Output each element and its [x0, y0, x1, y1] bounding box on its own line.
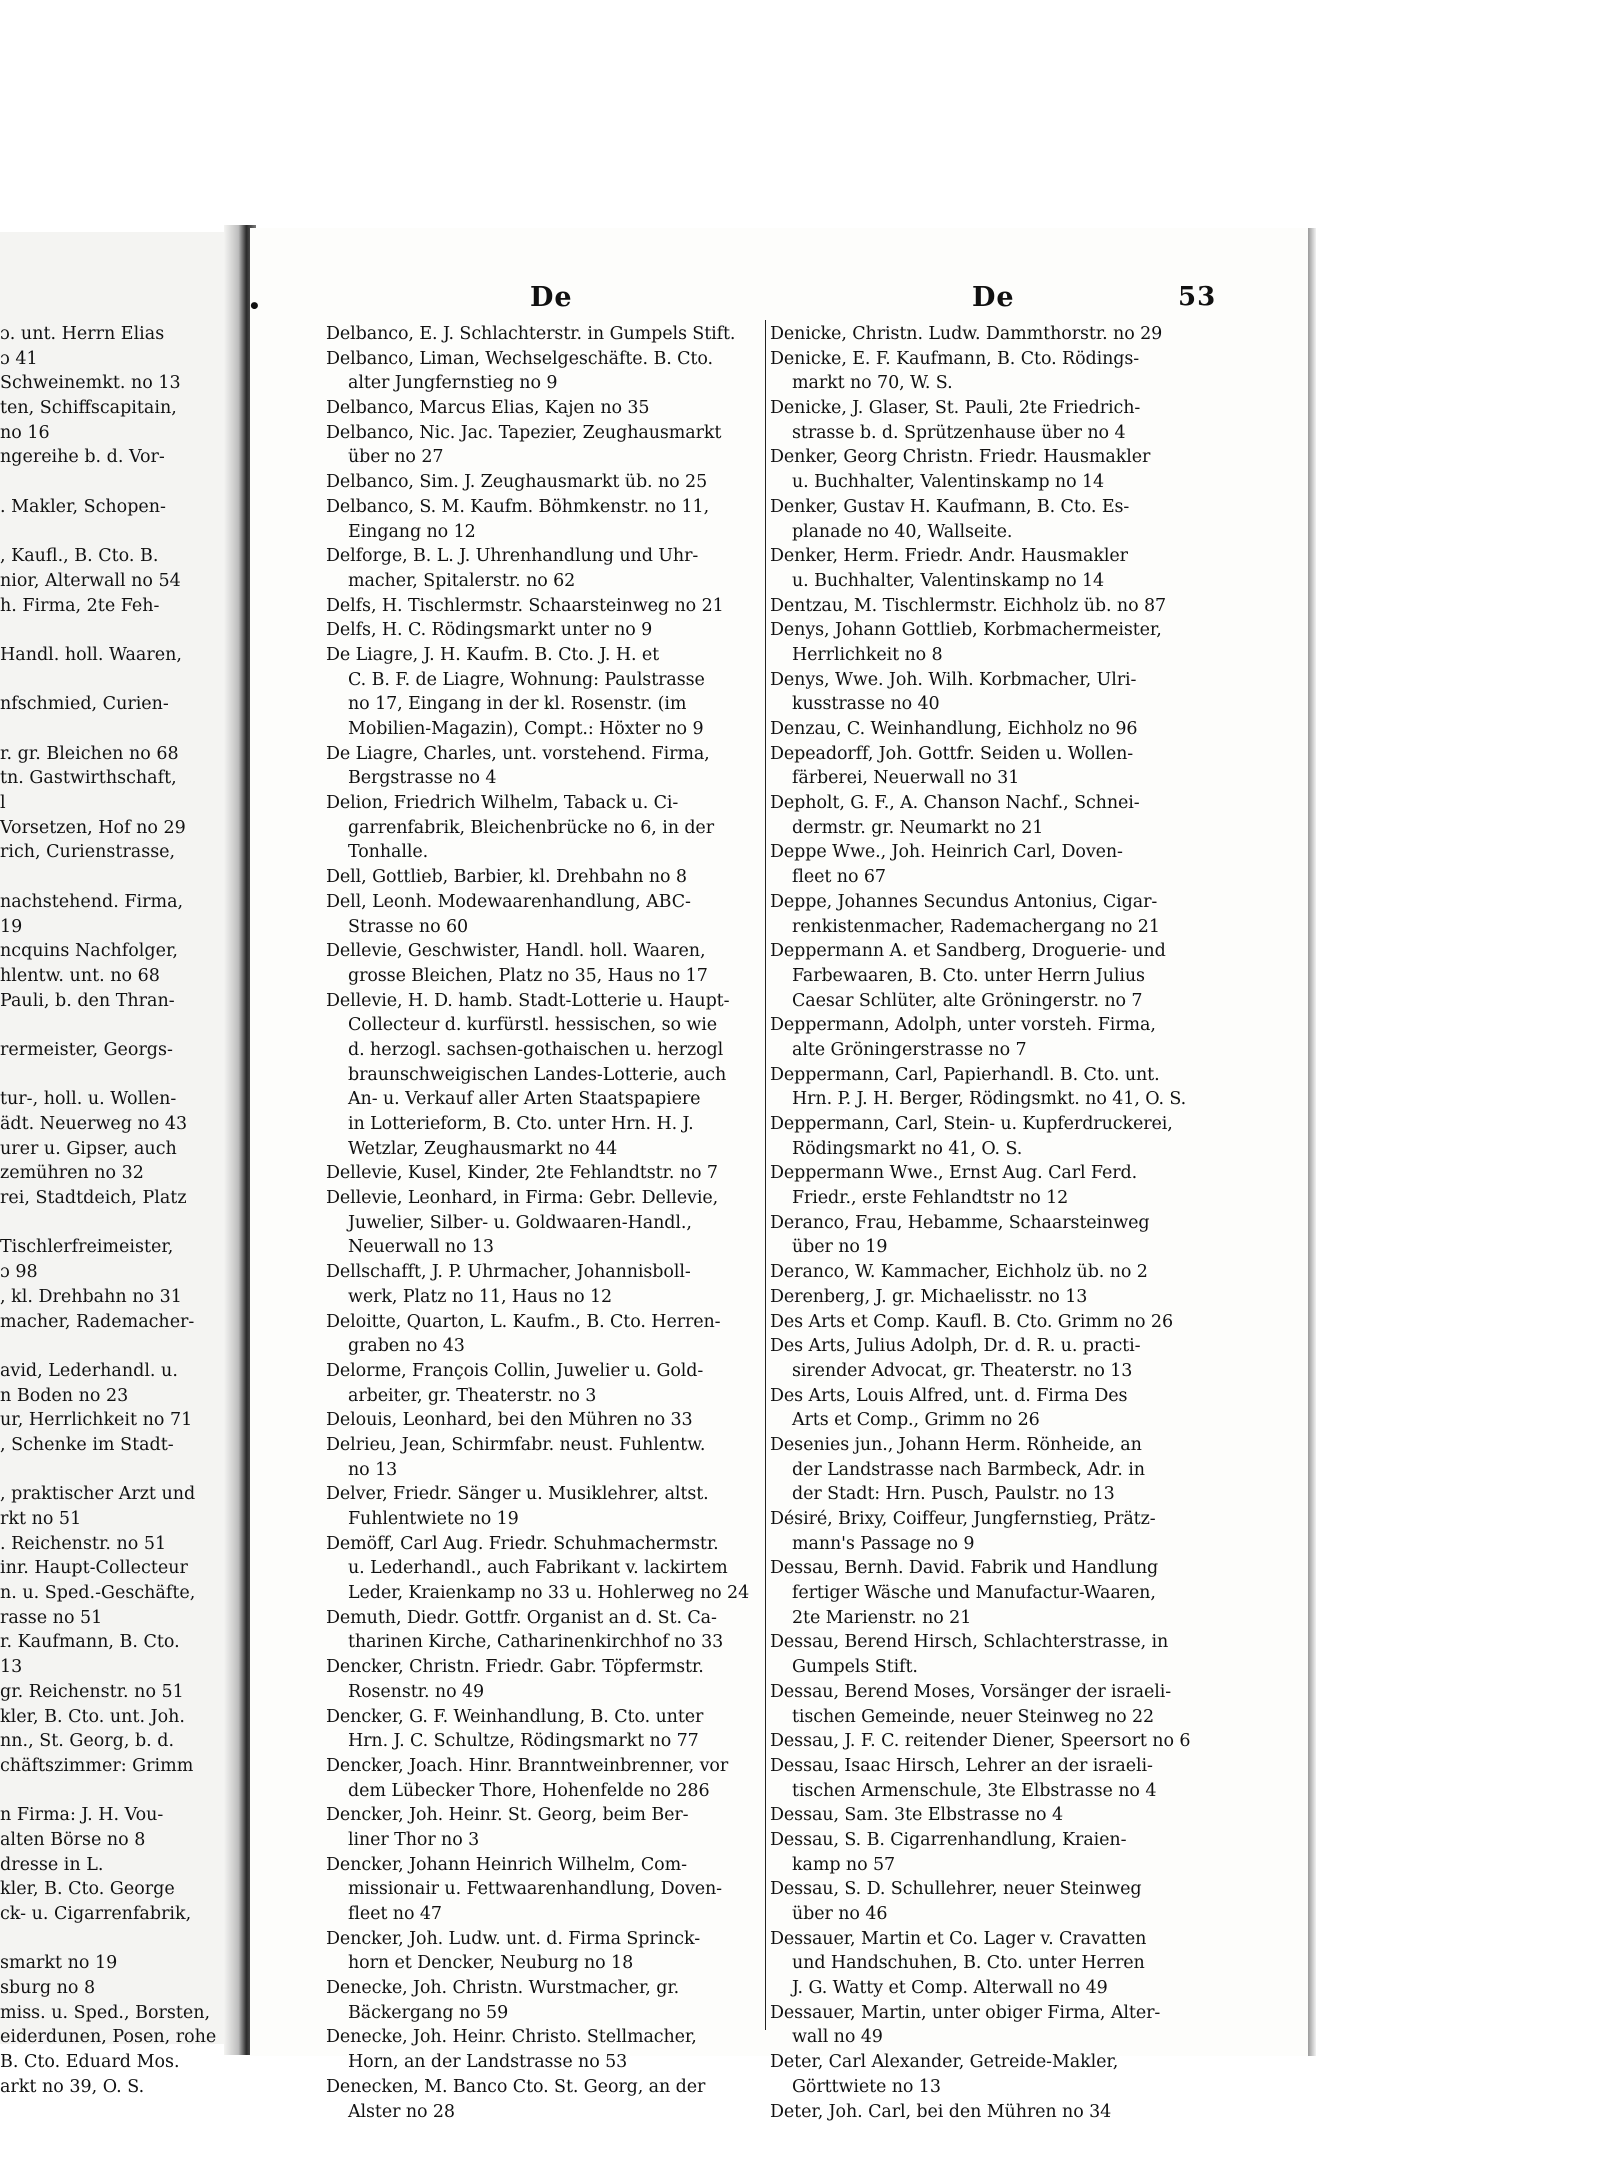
- directory-entry-line: Deranco, Frau, Hebamme, Schaarsteinweg: [770, 1212, 1150, 1233]
- directory-entry-line: Denzau, C. Weinhandlung, Eichholz no 96: [770, 719, 1138, 739]
- directory-entry-line: Dencker, Joh. Ludw. unt. d. Firma Sprinck-: [326, 1928, 701, 1949]
- directory-entry-line: Dessau, Sam. 3te Elbstrasse no 4: [770, 1805, 1063, 1826]
- directory-entry-line: Demuth, Diedr. Gottfr. Organist an d. St. Ca-: [326, 1607, 717, 1628]
- directory-entry-line: d. herzogl. sachsen-gothaischen u. herzogl: [348, 1039, 724, 1060]
- directory-entry-line: Derenberg, J. gr. Michaelisstr. no 13: [770, 1286, 1088, 1307]
- previous-page-line: ngereihe b. d. Vor-: [0, 447, 165, 468]
- previous-page-line: arkt no 39, O. S.: [0, 2076, 145, 2097]
- previous-page-line: [0, 1013, 232, 1038]
- previous-page-line: Tischlerfreimeister,: [0, 1237, 174, 1258]
- directory-entry-line: Dellevie, Geschwister, Handl. holl. Waaren,: [326, 941, 706, 962]
- directory-entry-line: macher, Spitalerstr. no 62: [348, 570, 576, 591]
- directory-entry-line: Deter, Carl Alexander, Getreide-Makler,: [770, 2052, 1119, 2073]
- directory-entry-line: Deppermann, Carl, Stein- u. Kupferdruckerei,: [770, 1114, 1173, 1134]
- directory-entry-line: Delfs, H. C. Rödingsmarkt unter no 9: [326, 620, 653, 641]
- directory-entry-line: Dellschafft, J. P. Uhrmacher, Johannisboll-: [326, 1262, 691, 1283]
- directory-entry-line: dermstr. gr. Neumarkt no 21: [792, 817, 1044, 838]
- directory-entry-line: Fuhlentwiete no 19: [348, 1509, 519, 1529]
- previous-page-line: Pauli, b. den Thran-: [0, 990, 175, 1011]
- previous-page-line: [0, 520, 232, 545]
- directory-entry-line: Delbanco, Marcus Elias, Kajen no 35: [326, 398, 650, 419]
- directory-entry-line: sirender Advocat, gr. Theaterstr. no 13: [792, 1360, 1133, 1381]
- previous-page-line: . Reichenstr. no 51: [0, 1533, 167, 1554]
- directory-entry-line: Friedr., erste Fehlandtstr no 12: [792, 1188, 1069, 1209]
- previous-page-line: rermeister, Georgs-: [0, 1039, 173, 1060]
- directory-entry-line: Delrieu, Jean, Schirmfabr. neust. Fuhlentw.: [326, 1434, 706, 1455]
- previous-page-line: nachstehend. Firma,: [0, 891, 184, 912]
- directory-entry-line: Denicke, Christn. Ludw. Dammthorstr. no 29: [770, 324, 1163, 344]
- previous-page-line: avid, Lederhandl. u.: [0, 1360, 178, 1381]
- previous-page-line: gr. Reichenstr. no 51: [0, 1681, 184, 1702]
- directory-entry-line: Desenies jun., Johann Herm. Rönheide, an: [770, 1434, 1142, 1455]
- directory-entry-line: Dencker, Joach. Hinr. Branntweinbrenner, vor: [326, 1755, 729, 1776]
- directory-entry-line: Delver, Friedr. Sänger u. Musiklehrer, altst.: [326, 1484, 709, 1505]
- previous-page-line: ck- u. Cigarrenfabrik,: [0, 1904, 192, 1924]
- directory-entry-line: Dessau, Berend Moses, Vorsänger der israeli-: [770, 1681, 1172, 1702]
- directory-entry-line: Denicke, J. Glaser, St. Pauli, 2te Friedrich-: [770, 398, 1141, 419]
- directory-entry-line: Dessau, S. B. Cigarrenhandlung, Kraien-: [770, 1829, 1127, 1850]
- directory-entry-line: Horn, an der Landstrasse no 53: [348, 2052, 628, 2073]
- previous-page-line: Schweinemkt. no 13: [0, 373, 181, 394]
- directory-entry-line: wall no 49: [792, 2027, 883, 2048]
- directory-entry-line: 2te Marienstr. no 21: [792, 1607, 972, 1628]
- previous-page-line: ten, Schiffscapitain,: [0, 398, 177, 419]
- directory-entry-line: Dessauer, Martin et Co. Lager v. Cravatten: [770, 1928, 1147, 1949]
- previous-page-line: ädt. Neuerweg no 43: [0, 1114, 188, 1134]
- directory-entry-line: kusstrasse no 40: [792, 694, 940, 715]
- directory-entry-line: braunschweigischen Landes-Lotterie, auch: [348, 1064, 727, 1085]
- directory-entry-line: fleet no 47: [348, 1904, 442, 1924]
- directory-entry-line: Delbanco, Sim. J. Zeughausmarkt üb. no 25: [326, 472, 708, 493]
- directory-entry-line: Delion, Friedrich Wilhelm, Taback u. Ci-: [326, 793, 679, 814]
- directory-entry-line: Bäckergang no 59: [348, 2002, 509, 2023]
- directory-entry-line: Dessau, S. D. Schullehrer, neuer Steinweg: [770, 1879, 1142, 1900]
- directory-entry-line: Alster no 28: [348, 2101, 455, 2122]
- previous-page-line: rei, Stadtdeich, Platz: [0, 1188, 187, 1209]
- directory-entry-line: Depeadorff, Joh. Gottfr. Seiden u. Wollen-: [770, 743, 1134, 764]
- previous-page-line: Handl. holl. Waaren,: [0, 644, 182, 665]
- directory-entry-line: Deppermann, Adolph, unter vorsteh. Firma,: [770, 1015, 1156, 1036]
- directory-entry-line: arbeiter, gr. Theaterstr. no 3: [348, 1385, 597, 1406]
- directory-entry-line: Eingang no 12: [348, 521, 476, 542]
- directory-entry-line: An- u. Verkauf aller Arten Staatspapiere: [348, 1089, 701, 1110]
- directory-entry-line: u. Buchhalter, Valentinskamp no 14: [792, 472, 1105, 493]
- directory-entry-line: Deppermann Wwe., Ernst Aug. Carl Ferd.: [770, 1163, 1138, 1184]
- directory-entry-line: Deranco, W. Kammacher, Eichholz üb. no 2: [770, 1262, 1148, 1283]
- directory-entry-line: Neuerwall no 13: [348, 1237, 494, 1258]
- directory-entry-line: Dellevie, H. D. hamb. Stadt-Lotterie u. Haupt-: [326, 990, 730, 1011]
- previous-page-line: kler, B. Cto. unt. Joh.: [0, 1706, 185, 1727]
- directory-entry-line: der Landstrasse nach Barmbeck, Adr. in: [792, 1459, 1145, 1480]
- directory-entry-line: tischen Armenschule, 3te Elbstrasse no 4: [792, 1780, 1157, 1801]
- directory-entry-line: Hrn. J. C. Schultze, Rödingsmarkt no 77: [348, 1731, 699, 1752]
- directory-entry-line: markt no 70, W. S.: [792, 373, 953, 394]
- previous-page-line: macher, Rademacher-: [0, 1311, 195, 1332]
- directory-entry-line: Dellevie, Leonhard, in Firma: Gebr. Dellevie,: [326, 1188, 719, 1209]
- previous-page-line: ɔ 98: [0, 1262, 38, 1283]
- previous-page-line: sburg no 8: [0, 1978, 96, 1999]
- previous-page-line: [0, 1334, 232, 1359]
- directory-entry-line: Delbanco, Liman, Wechselgeschäfte. B. Cto.: [326, 348, 713, 369]
- directory-entry-line: Dessau, Isaac Hirsch, Lehrer an der israeli-: [770, 1755, 1153, 1776]
- directory-entry-line: Mobilien-Magazin), Compt.: Höxter no 9: [348, 719, 704, 739]
- directory-entry-line: Delorme, François Collin, Juwelier u. Gold-: [326, 1360, 704, 1381]
- directory-entry-line: Des Arts, Louis Alfred, unt. d. Firma Des: [770, 1385, 1128, 1406]
- previous-page-line: . Makler, Schopen-: [0, 496, 166, 517]
- directory-entry-line: graben no 43: [348, 1336, 465, 1357]
- directory-entry-line: tischen Gemeinde, neuer Steinweg no 22: [792, 1706, 1155, 1727]
- directory-entry-line: strasse b. d. Sprützenhause über no 4: [792, 422, 1126, 443]
- directory-entry-line: J. G. Watty et Comp. Alterwall no 49: [792, 1978, 1108, 1999]
- directory-entry-line: Denker, Herm. Friedr. Andr. Hausmakler: [770, 546, 1128, 567]
- directory-entry-line: Denicke, E. F. Kaufmann, B. Cto. Rödings-: [770, 348, 1140, 369]
- directory-entry-line: Tonhalle.: [348, 842, 429, 863]
- previous-page-line: rasse no 51: [0, 1607, 103, 1628]
- directory-entry-line: Delbanco, E. J. Schlachterstr. in Gumpels Stift.: [326, 324, 736, 344]
- directory-entry-line: Collecteur d. kurfürstl. hessischen, so wie: [348, 1015, 717, 1036]
- previous-page-line: tur-, holl. u. Wollen-: [0, 1089, 177, 1110]
- directory-entry-line: färberei, Neuerwall no 31: [792, 768, 1020, 789]
- directory-entry-line: planade no 40, Wallseite.: [792, 521, 1013, 542]
- directory-entry-line: Des Arts, Julius Adolph, Dr. d. R. u. practi-: [770, 1336, 1141, 1357]
- previous-page-line: h. Firma, 2te Feh-: [0, 595, 160, 616]
- directory-entry-line: dem Lübecker Thore, Hohenfelde no 286: [348, 1780, 710, 1801]
- previous-page-line: smarkt no 19: [0, 1953, 118, 1974]
- previous-page-line: chäftszimmer: Grimm: [0, 1755, 194, 1776]
- previous-page-line: nn., St. Georg, b. d.: [0, 1731, 175, 1752]
- directory-entry-line: Deppe, Johannes Secundus Antonius, Cigar-: [770, 891, 1158, 912]
- directory-entry-line: grosse Bleichen, Platz no 35, Haus no 17: [348, 965, 708, 986]
- directory-entry-line: liner Thor no 3: [348, 1829, 480, 1850]
- directory-entry-line: Deppe Wwe., Joh. Heinrich Carl, Doven-: [770, 842, 1123, 863]
- directory-entry-line: Denker, Georg Christn. Friedr. Hausmakler: [770, 447, 1151, 468]
- directory-entry-line: kamp no 57: [792, 1854, 896, 1875]
- previous-page-line: , praktischer Arzt und: [0, 1484, 196, 1505]
- directory-entry-line: C. B. F. de Liagre, Wohnung: Paulstrasse: [348, 669, 705, 690]
- directory-entry-line: fertiger Wäsche und Manufactur-Waaren,: [792, 1583, 1156, 1604]
- directory-entry-line: Dencker, G. F. Weinhandlung, B. Cto. unter: [326, 1706, 704, 1727]
- previous-page-line: [0, 1927, 232, 1952]
- previous-page-line: [0, 470, 232, 495]
- previous-page-line: hlentw. unt. no 68: [0, 965, 160, 986]
- right-column-header: De: [972, 282, 1015, 313]
- previous-page-line: , Kaufl., B. Cto. B.: [0, 546, 159, 567]
- directory-entry-line: horn et Dencker, Neuburg no 18: [348, 1953, 634, 1974]
- left-column-header: De: [530, 282, 573, 313]
- previous-page-line: nfschmied, Curien-: [0, 694, 169, 715]
- previous-page-line: [0, 1458, 232, 1483]
- directory-entry-line: alter Jungfernstieg no 9: [348, 373, 558, 394]
- previous-page-line: kler, B. Cto. George: [0, 1879, 175, 1900]
- directory-entry-line: Demöff, Carl Aug. Friedr. Schuhmachermstr.: [326, 1533, 719, 1554]
- directory-entry-line: Wetzlar, Zeughausmarkt no 44: [348, 1138, 618, 1159]
- directory-entry-line: De Liagre, Charles, unt. vorstehend. Firma,: [326, 743, 710, 764]
- directory-entry-line: Dell, Leonh. Modewaarenhandlung, ABC-: [326, 891, 691, 912]
- previous-page-fragment: [0, 232, 232, 2097]
- previous-page-line: alten Börse no 8: [0, 1829, 146, 1850]
- directory-entry-line: Denecken, M. Banco Cto. St. Georg, an der: [326, 2076, 706, 2097]
- directory-entry-line: und Handschuhen, B. Cto. unter Herren: [792, 1953, 1145, 1974]
- directory-entry-line: Denecke, Joh. Christn. Wurstmacher, gr.: [326, 1978, 680, 1999]
- previous-page-line: [0, 1779, 232, 1804]
- margin-dot: •: [248, 294, 261, 318]
- previous-page-line: inr. Haupt-Collecteur: [0, 1558, 188, 1579]
- previous-page-line: no 16: [0, 422, 50, 443]
- directory-entry-line: tharinen Kirche, Catharinenkirchhof no 33: [348, 1632, 724, 1653]
- directory-entry-line: Deppermann A. et Sandberg, Droguerie- und: [770, 941, 1166, 962]
- directory-entry-line: Rosenstr. no 49: [348, 1681, 485, 1702]
- previous-page-line: rich, Curienstrasse,: [0, 842, 176, 863]
- left-column-entries: [326, 322, 766, 2124]
- directory-entry-line: Caesar Schlüter, alte Gröningerstr. no 7: [792, 990, 1143, 1011]
- previous-page-line: n Boden no 23: [0, 1385, 129, 1406]
- directory-entry-line: De Liagre, J. H. Kaufm. B. Cto. J. H. et: [326, 644, 660, 665]
- previous-page-text: [0, 322, 232, 2100]
- directory-entry-line: Denys, Johann Gottlieb, Korbmachermeister,: [770, 620, 1162, 641]
- previous-page-line: [0, 618, 232, 643]
- directory-entry-line: Dencker, Christn. Friedr. Gabr. Töpfermstr.: [326, 1657, 704, 1678]
- previous-page-line: r. gr. Bleichen no 68: [0, 743, 179, 764]
- directory-entry-line: der Stadt: Hrn. Pusch, Paulstr. no 13: [792, 1484, 1115, 1505]
- directory-entry-line: Delbanco, S. M. Kaufm. Böhmkenstr. no 11,: [326, 496, 710, 517]
- previous-page-line: B. Cto. Eduard Mos.: [0, 2052, 180, 2073]
- directory-entry-line: Depholt, G. F., A. Chanson Nachf., Schnei-: [770, 793, 1140, 814]
- directory-entry-line: Deter, Joh. Carl, bei den Mühren no 34: [770, 2101, 1112, 2122]
- directory-entry-line: über no 19: [792, 1237, 888, 1258]
- page-edge: [1308, 228, 1316, 2056]
- previous-page-line: eiderdunen, Posen, rohe: [0, 2027, 217, 2048]
- previous-page-line: Vorsetzen, Hof no 29: [0, 817, 186, 838]
- directory-entry-line: Dessau, J. F. C. reitender Diener, Speersort no 6: [770, 1731, 1191, 1752]
- directory-entry-line: Leder, Kraienkamp no 33 u. Hohlerweg no 24: [348, 1583, 750, 1604]
- directory-entry-line: garrenfabrik, Bleichenbrücke no 6, in der: [348, 817, 714, 838]
- directory-entry-line: alte Gröningerstrasse no 7: [792, 1039, 1027, 1060]
- directory-entry-line: Denker, Gustav H. Kaufmann, B. Cto. Es-: [770, 496, 1130, 517]
- previous-page-line: [0, 865, 232, 890]
- previous-page-line: ncquins Nachfolger,: [0, 941, 178, 962]
- previous-page-line: n. u. Sped.-Geschäfte,: [0, 1583, 196, 1604]
- directory-entry-line: Bergstrasse no 4: [348, 768, 497, 789]
- directory-entry-line: Rödingsmarkt no 41, O. S.: [792, 1138, 1023, 1159]
- directory-entry-line: Delfs, H. Tischlermstr. Schaarsteinweg no 21: [326, 595, 724, 616]
- previous-page-line: l: [0, 793, 6, 814]
- directory-entry-line: in Lotterieform, B. Cto. unter Hrn. H. J.: [348, 1114, 694, 1134]
- directory-entry-line: Désiré, Brixy, Coiffeur, Jungfernstieg, Prätz-: [770, 1509, 1156, 1529]
- previous-page-line: [0, 1211, 232, 1236]
- previous-page-line: 19: [0, 916, 23, 937]
- directory-entry-line: Deloitte, Quarton, L. Kaufm., B. Cto. Herren-: [326, 1311, 721, 1332]
- directory-entry-line: Hrn. P. J. H. Berger, Rödingsmkt. no 41, O. S.: [792, 1089, 1187, 1110]
- previous-page-line: r. Kaufmann, B. Cto.: [0, 1632, 180, 1653]
- directory-entry-line: Denys, Wwe. Joh. Wilh. Korbmacher, Ulri-: [770, 669, 1137, 690]
- directory-entry-line: Görttwiete no 13: [792, 2076, 941, 2097]
- directory-entry-line: renkistenmacher, Rademachergang no 21: [792, 916, 1160, 937]
- directory-entry-line: Dentzau, M. Tischlermstr. Eichholz üb. no 87: [770, 595, 1167, 616]
- directory-entry-line: Farbewaaren, B. Cto. unter Herrn Julius: [792, 965, 1145, 986]
- directory-entry-line: über no 46: [792, 1904, 888, 1924]
- directory-entry-line: u. Buchhalter, Valentinskamp no 14: [792, 570, 1105, 591]
- directory-entry-line: Dessau, Bernh. David. Fabrik und Handlung: [770, 1558, 1159, 1579]
- directory-entry-line: Dencker, Joh. Heinr. St. Georg, beim Ber-: [326, 1805, 689, 1826]
- previous-page-line: , Schenke im Stadt-: [0, 1434, 174, 1455]
- directory-entry-line: no 13: [348, 1459, 398, 1480]
- directory-entry-line: über no 27: [348, 447, 444, 468]
- previous-page-line: 13: [0, 1657, 23, 1678]
- previous-page-line: rkt no 51: [0, 1509, 82, 1529]
- previous-page-line: , kl. Drehbahn no 31: [0, 1286, 182, 1307]
- previous-page-line: ur, Herrlichkeit no 71: [0, 1410, 193, 1431]
- directory-entry-line: Dessauer, Martin, unter obiger Firma, Alter-: [770, 2002, 1161, 2023]
- previous-page-line: tn. Gastwirthschaft,: [0, 768, 177, 789]
- directory-entry-line: missionair u. Fettwaarenhandlung, Doven-: [348, 1879, 722, 1900]
- right-column-entries: [770, 322, 1208, 2124]
- page-number: 53: [1178, 282, 1217, 312]
- previous-page-line: ɔ 41: [0, 348, 38, 369]
- directory-entry-line: Delforge, B. L. J. Uhrenhandlung und Uhr-: [326, 546, 699, 567]
- directory-entry-line: Herrlichkeit no 8: [792, 644, 943, 665]
- previous-page-line: ɔ. unt. Herrn Elias: [0, 324, 165, 344]
- directory-entry-line: Gumpels Stift.: [792, 1657, 918, 1678]
- directory-entry-line: mann's Passage no 9: [792, 1533, 975, 1554]
- directory-entry-line: Delouis, Leonhard, bei den Mühren no 33: [326, 1410, 693, 1431]
- directory-entry-line: Denecke, Joh. Heinr. Christo. Stellmacher,: [326, 2027, 697, 2048]
- directory-entry-line: fleet no 67: [792, 867, 886, 888]
- directory-entry-line: Des Arts et Comp. Kaufl. B. Cto. Grimm no 26: [770, 1311, 1173, 1332]
- directory-entry-line: Dencker, Johann Heinrich Wilhelm, Com-: [326, 1854, 687, 1875]
- previous-page-line: urer u. Gipser, auch: [0, 1138, 177, 1159]
- directory-entry-line: no 17, Eingang in der kl. Rosenstr. (im: [348, 694, 687, 715]
- directory-entry-line: Arts et Comp., Grimm no 26: [792, 1410, 1040, 1431]
- previous-page-line: nior, Alterwall no 54: [0, 570, 181, 591]
- column-divider: [765, 320, 766, 2030]
- previous-page-line: [0, 668, 232, 693]
- directory-entry-line: Strasse no 60: [348, 916, 469, 937]
- directory-entry-line: Dessau, Berend Hirsch, Schlachterstrasse, in: [770, 1632, 1169, 1653]
- directory-entry-line: Delbanco, Nic. Jac. Tapezier, Zeughausmarkt: [326, 422, 722, 443]
- previous-page-line: [0, 717, 232, 742]
- previous-page-line: n Firma: J. H. Vou-: [0, 1805, 164, 1826]
- previous-page-line: [0, 1063, 232, 1088]
- previous-page-line: dresse in L.: [0, 1854, 104, 1875]
- previous-page-line: zemühren no 32: [0, 1163, 144, 1184]
- directory-entry-line: Deppermann, Carl, Papierhandl. B. Cto. unt.: [770, 1064, 1160, 1085]
- directory-entry-line: Juwelier, Silber- u. Goldwaaren-Handl.,: [348, 1212, 692, 1233]
- directory-entry-line: werk, Platz no 11, Haus no 12: [348, 1286, 613, 1307]
- previous-page-line: miss. u. Sped., Borsten,: [0, 2002, 211, 2023]
- directory-entry-line: Dell, Gottlieb, Barbier, kl. Drehbahn no 8: [326, 867, 687, 888]
- directory-entry-line: Dellevie, Kusel, Kinder, 2te Fehlandtstr. no 7: [326, 1163, 718, 1184]
- directory-entry-line: u. Lederhandl., auch Fabrikant v. lackirtem: [348, 1558, 728, 1579]
